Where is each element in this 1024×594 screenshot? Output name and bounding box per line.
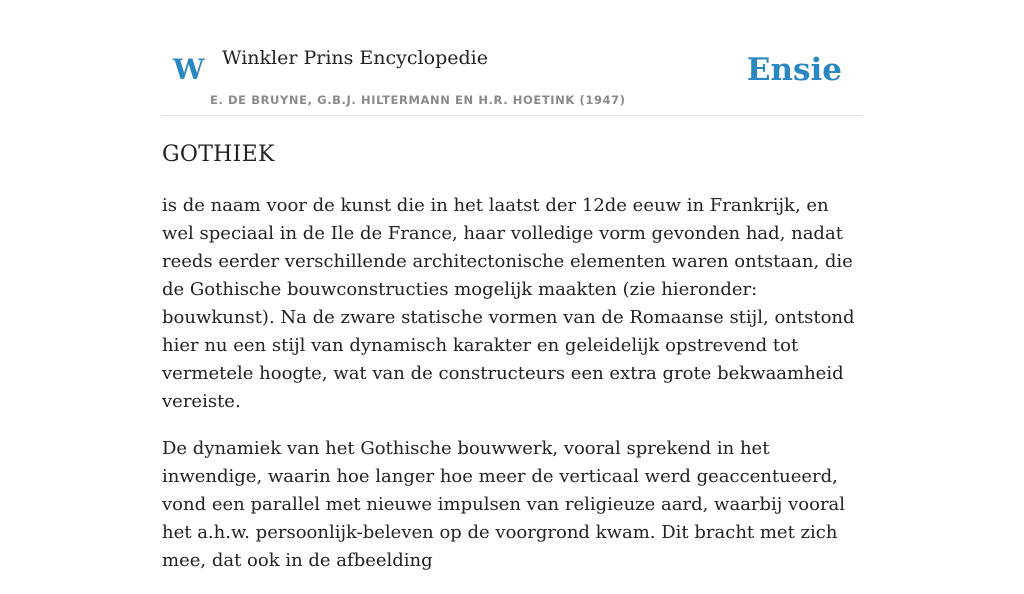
article-title: GOTHIEK — [162, 142, 275, 167]
encyclopedia-title[interactable]: Winkler Prins Encyclopedie — [222, 47, 488, 69]
ensie-brand-logo[interactable]: Ensie — [746, 52, 842, 88]
article-paragraph-2: De dynamiek van het Gothische bouwwerk, vooral sprekend in het inwendige, waarin hoe langer hoe meer de verticaal werd geaccentueerd, vond een parallel met nieuwe impulsen van religieuze aard, waarbij vooral het a.h.w. persoonlijk-beleven op de voorgrond kwam. Dit bracht met zich mee, dat ook in de afbeelding — [162, 438, 846, 571]
article — [162, 138, 862, 594]
encyclopedia-logo[interactable]: W — [173, 53, 205, 86]
encyclopedia-authors: E. DE BRUYNE, G.B.J. HILTERMANN EN H.R. HOETINK (1947) — [210, 93, 626, 107]
article-paragraph-1: is de naam voor de kunst die in het laatst der 12de eeuw in Frankrijk, en wel speciaal in de Ile de France, haar volledige vorm gevonden had, nadat reeds eerder verschillende architectonische elementen waren ontstaan, die de Gothische bouwconstructies mogelijk maakten (zie hieronder: bouwkunst). Na de zware statische vormen van de Romaanse stijl, ontstond hier nu een stijl van dynamisch karakter en geleidelijk opstrevend tot vermetele hoogte, wat van de constructeurs een extra grote bekwaamheid vereiste. — [162, 195, 855, 412]
site-header — [162, 40, 862, 116]
